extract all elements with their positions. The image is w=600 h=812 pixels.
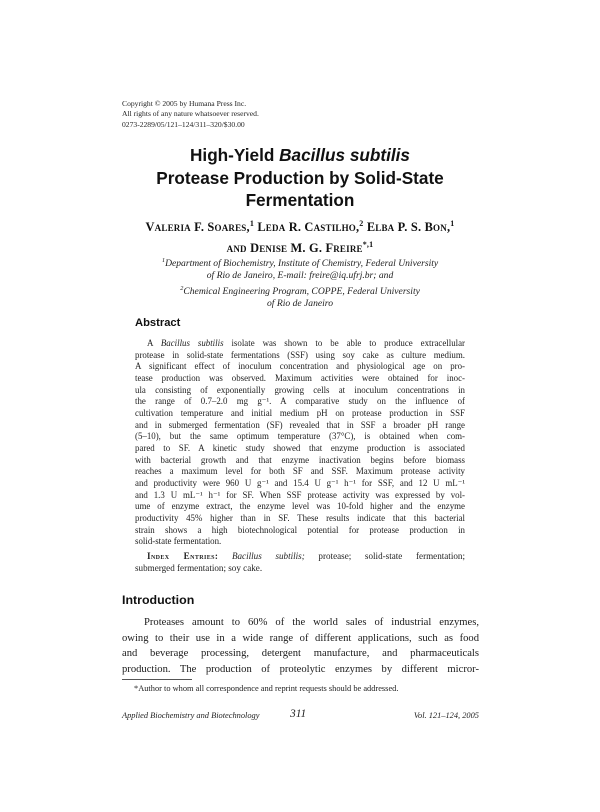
author-bon: Elba P. S. Bon, (366, 220, 451, 235)
abstract-line: protease in solid-state fermentations (SSF) using soy cake as culture medium. (135, 349, 465, 360)
corresponding-author-footnote: *Author to whom all correspondence and reprint requests should be addressed. (134, 684, 399, 693)
paper-title (100, 144, 500, 212)
abstract-line: and productivity were 960 U g⁻¹ and 15.4 U g⁻¹ h⁻¹ for SSF, and 12 U mL⁻¹ (135, 477, 465, 488)
affiliations (100, 255, 500, 310)
index-entries (135, 550, 465, 574)
copyright-line: Copyright © 2005 by Humana Press Inc. (122, 99, 247, 108)
abstract-line: ume of enzyme extract, the enzyme level was 10-fold higher and the enzyme (135, 501, 465, 512)
title-line-2: Protease Production by Solid-State (156, 167, 444, 188)
abstract-line: and in submerged fermentation (SF) revealed that in SSF a broader pH range (135, 419, 465, 430)
title-line-3: Fermentation (245, 190, 355, 210)
title-species: Bacillus subtilis (279, 145, 410, 165)
index-label: Index Entries: (147, 551, 219, 561)
intro-line: owing to their use in a wide range of different applications, such as food (122, 632, 479, 644)
journal-name: Applied Biochemistry and Biotechnology (122, 711, 260, 720)
intro-line: Proteases amount to 60% of the world sales of industrial enzymes, (144, 617, 479, 628)
introduction-body (122, 615, 479, 677)
abstract-line: A significant effect of inoculum concentration and physiological age on pro- (135, 361, 465, 372)
abstract-heading: Abstract (135, 317, 181, 329)
abstract-body (135, 338, 465, 548)
author-freire: Denise M. G. Freire (250, 241, 363, 256)
author-castilho: Leda R. Castilho, (257, 220, 360, 235)
volume-info: Vol. 121–124, 2005 (413, 711, 479, 720)
abstract-line: and 1.3 U mL⁻¹ h⁻¹ for SF. When SSF protease activity was expressed by vol- (135, 489, 465, 500)
rights-line: All rights of any nature whatsoever reserved. (122, 109, 259, 119)
page-number: 311 (290, 708, 307, 720)
abstract-line: pared to SF. A kinetic study showed that enzyme production is associated (135, 442, 465, 453)
abstract-line: (5–10), but the same optimum temperature (37°C), is obtained when com- (135, 431, 465, 442)
copyright-block (122, 99, 259, 130)
abstract-line: solid-state fermentation. (135, 536, 222, 547)
abstract-line: cultivation temperature and initial medium pH on protease production in SSF (135, 407, 465, 418)
index-line: Index Entries: Bacillus subtilis; protease; solid-state fermentation; (147, 551, 465, 561)
index-line: submerged fermentation; soy cake. (135, 563, 263, 573)
abstract-line: strain shows a high biotechnological potential for protease production in (135, 524, 465, 535)
abstract-line: tease production was observed. Maximum activities were obtained for inoc- (135, 372, 465, 383)
issn-line: 0273-2289/05/121–124/311–320/$30.00 (122, 119, 245, 129)
affiliation-line-3: $^2$Chemical Engineering Program, COPPE, Federal University (180, 284, 420, 297)
abstract-line: reaches a maximum level for both SF and SSF. Maximum protease activity (135, 466, 465, 477)
intro-line: production. The production of proteolytic enzymes by different micror- (122, 663, 479, 675)
abstract-line: ula consisting of exponentially growing cells at inoculum concentrations in (135, 384, 465, 395)
abstract-line: with bacterial growth and that enzyme inactivation begins before biomass (135, 454, 465, 465)
affiliation-line-1: $^1$Department of Biochemistry, Institute of Chemistry, Federal University (161, 257, 439, 270)
author-list (100, 215, 500, 257)
introduction-heading: Introduction (122, 593, 195, 607)
abstract-line: the range of 0.7–2.0 mg g⁻¹. A comparative study on the influence of (135, 396, 465, 407)
abstract-line: productivity 45% higher than in SF. These results indicate that this bacterial (135, 512, 465, 523)
author-line-2: and Denise M. G. Freire$^{*,1}$ (226, 240, 374, 256)
intro-line: and beverage processing, detergent manufacture, and pharmaceuticals (122, 648, 479, 659)
footnote-divider (122, 679, 192, 680)
author-line-1: Valeria F. Soares,$^1$ Leda R. Castilho,$^2$ Elba P. S. Bon,$^1$ (145, 219, 455, 235)
abstract-line: A Bacillus subtilis isolate was shown to be able to produce extracellular (147, 338, 465, 348)
author-soares: Valeria F. Soares, (145, 220, 250, 235)
affiliation-line-4: of Rio de Janeiro (267, 297, 333, 309)
title-line-1: High-Yield Bacillus subtilis (190, 145, 410, 165)
affiliation-line-2: of Rio de Janeiro, E-mail: freire@iq.ufrj.br; and (206, 270, 394, 282)
